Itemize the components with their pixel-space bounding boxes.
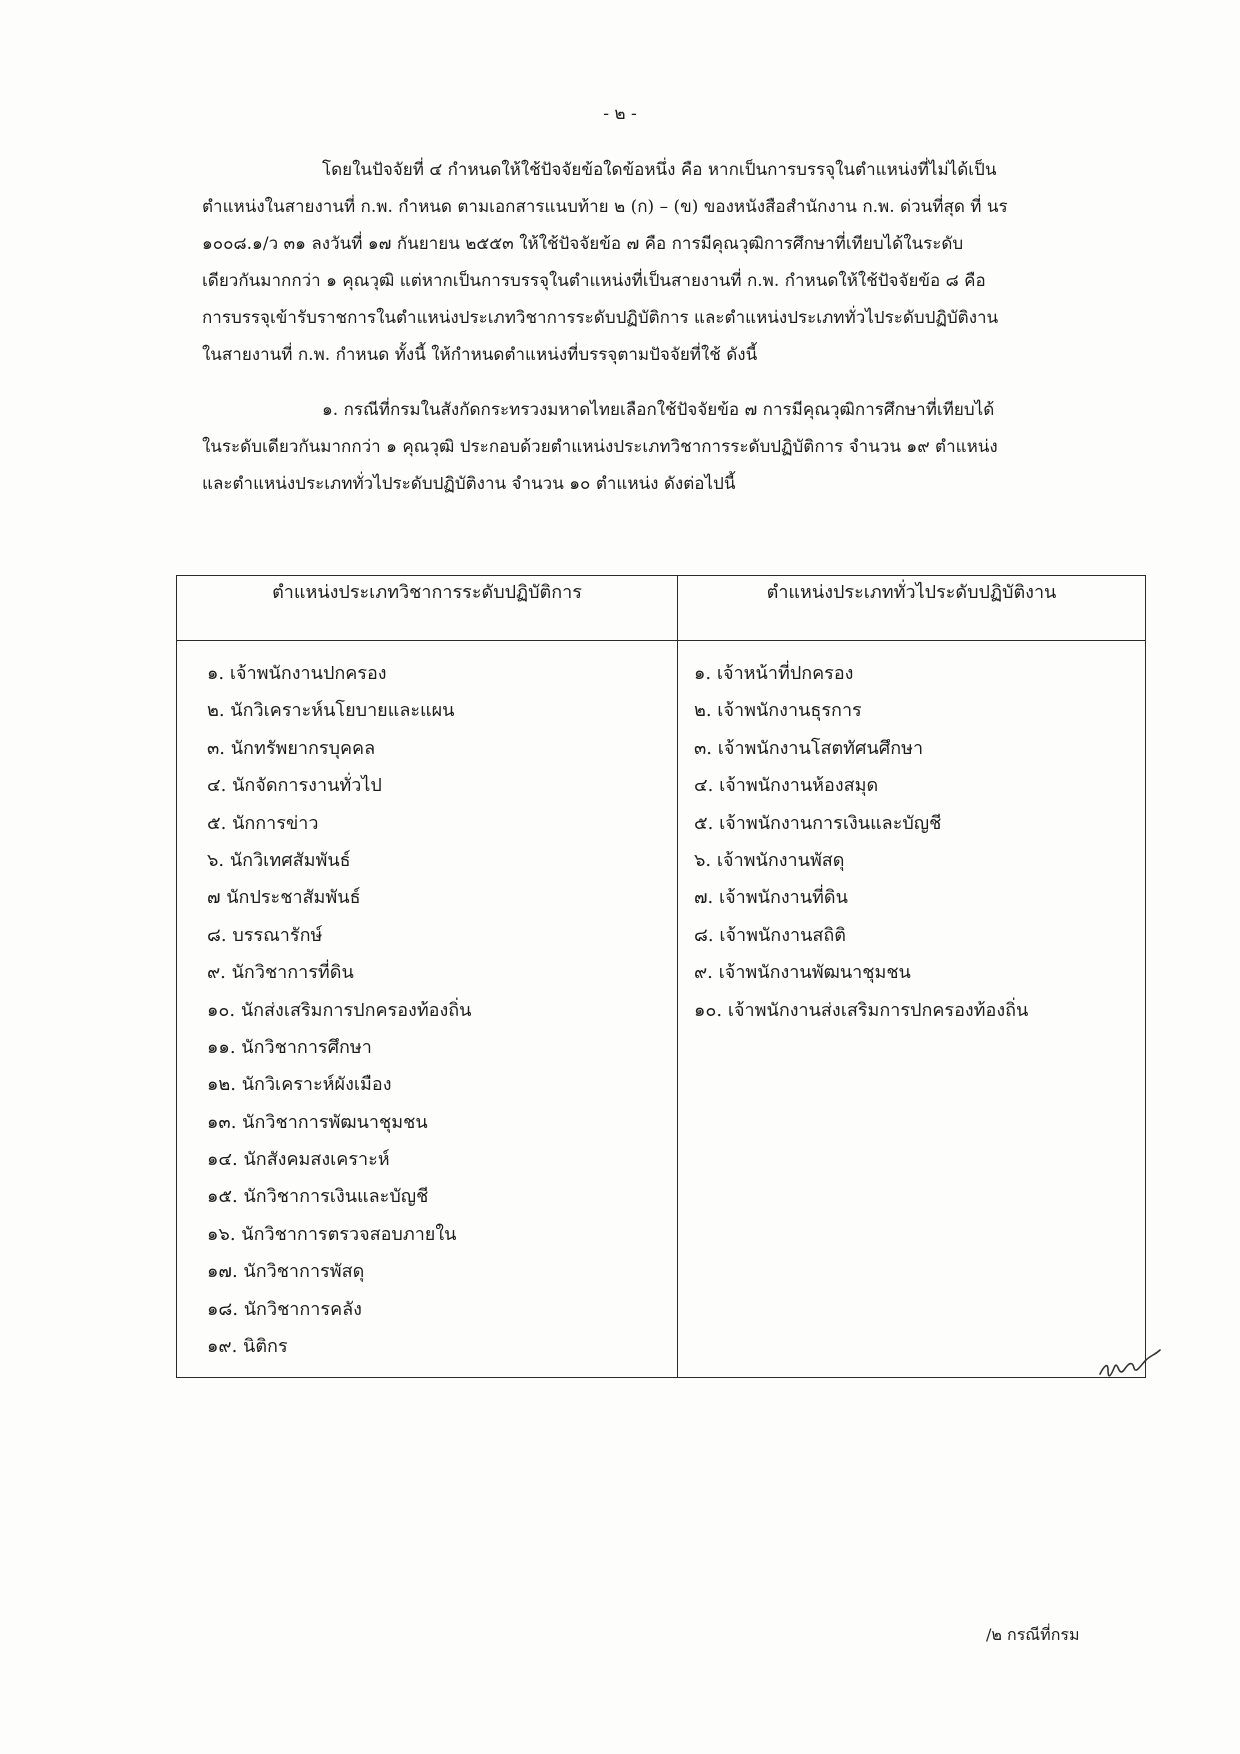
- positions-table: [176, 575, 1146, 1378]
- list-item: ๑๕. นักวิชาการเงินและบัญชี: [207, 1186, 429, 1208]
- general-positions-list: [678, 641, 1146, 1378]
- list-item: ๑๙. นิติกร: [207, 1336, 288, 1358]
- list-item: ๒. เจ้าพนักงานธุรการ: [694, 700, 862, 722]
- list-item: ๓. เจ้าพนักงานโสตทัศนศึกษา: [694, 737, 924, 759]
- list-item: ๑๘. นักวิชาการคลัง: [207, 1298, 362, 1320]
- list-item: ๔. นักจัดการงานทั่วไป: [207, 775, 382, 797]
- table-header-row: [177, 576, 1146, 641]
- intro-paragraph: [202, 152, 1166, 374]
- paragraph-line: ในสายงานที่ ก.พ. กำหนด ทั้งนี้ ให้กำหนดตำแหน่งที่บรรจุตามปัจจัยที่ใช้ ดังนี้: [202, 345, 758, 365]
- paragraph-line: เดียวกันมากกว่า ๑ คุณวุฒิ แต่หากเป็นการบรรจุในตำแหน่งที่เป็นสายงานที่ ก.พ. กำหนดให้ใช้ปัจจัยข้อ ๘ คือ: [202, 271, 986, 291]
- list-item: ๒. นักวิเคราะห์นโยบายและแผน: [207, 700, 455, 722]
- paragraph-line: ตำแหน่งในสายงานที่ ก.พ. กำหนด ตามเอกสารแนบท้าย ๒ (ก) – (ข) ของหนังสือสำนักงาน ก.พ. ด่วนที่สุด ที่ นร: [202, 197, 1008, 217]
- table-body-row: [177, 641, 1146, 1378]
- list-item: ๗. เจ้าพนักงานที่ดิน: [694, 887, 848, 909]
- list-item: ๑๐. นักส่งเสริมการปกครองท้องถิ่น: [207, 999, 472, 1021]
- list-item: ๙. เจ้าพนักงานพัฒนาชุมชน: [694, 962, 911, 984]
- academic-positions-list: [177, 641, 678, 1378]
- list-item: ๓. นักทรัพยากรบุคคล: [207, 737, 376, 759]
- general-column-header: ตำแหน่งประเภททั่วไประดับปฏิบัติงาน: [678, 576, 1146, 641]
- paragraph-line: ในระดับเดียวกันมากกว่า ๑ คุณวุฒิ ประกอบด้วยตำแหน่งประเภทวิชาการระดับปฏิบัติการ จำนวน ๑๙ ตำแหน่ง: [202, 437, 998, 457]
- paragraph-line: การบรรจุเข้ารับราชการในตำแหน่งประเภทวิชาการระดับปฏิบัติการ และตำแหน่งประเภททั่วไประดับปฏิบัติงาน: [202, 308, 999, 328]
- signature-mark: [1098, 1348, 1162, 1382]
- list-item: ๕. นักการข่าว: [207, 812, 319, 834]
- list-item: ๖. เจ้าพนักงานพัสดุ: [694, 849, 845, 871]
- list-item: ๗ นักประชาสัมพันธ์: [207, 887, 361, 909]
- list-item: ๖. นักวิเทศสัมพันธ์: [207, 849, 351, 871]
- case-1-paragraph: [202, 392, 1166, 503]
- list-item: ๑๔. นักสังคมสงเคราะห์: [207, 1149, 390, 1171]
- list-item: ๑๗. นักวิชาการพัสดุ: [207, 1261, 365, 1283]
- paragraph-line: ๑๐๐๘.๑/ว ๓๑ ลงวันที่ ๑๗ กันยายน ๒๕๕๓ ให้ใช้ปัจจัยข้อ ๗ คือ การมีคุณวุฒิการศึกษาที่เทียบได้ในระดับ: [202, 234, 964, 254]
- list-item: ๑๓. นักวิชาการพัฒนาชุมชน: [207, 1111, 428, 1133]
- list-item: ๑๐. เจ้าพนักงานส่งเสริมการปกครองท้องถิ่น: [694, 999, 1029, 1021]
- list-item: ๑๑. นักวิชาการศึกษา: [207, 1036, 372, 1058]
- list-item: ๔. เจ้าพนักงานห้องสมุด: [694, 775, 879, 797]
- paragraph-line: ๑. กรณีที่กรมในสังกัดกระทรวงมหาดไทยเลือกใช้ปัจจัยข้อ ๗ การมีคุณวุฒิการศึกษาที่เทียบได้: [322, 400, 995, 420]
- list-item: ๑. เจ้าหน้าที่ปกครอง: [694, 663, 854, 684]
- list-item: ๙. นักวิชาการที่ดิน: [207, 962, 354, 984]
- continuation-footer: /๒ กรณีที่กรม: [986, 1625, 1080, 1644]
- page-number: - ๒ -: [603, 104, 637, 124]
- list-item: ๑๖. นักวิชาการตรวจสอบภายใน: [207, 1223, 457, 1245]
- list-item: ๘. เจ้าพนักงานสถิติ: [694, 924, 846, 946]
- paragraph-line: โดยในปัจจัยที่ ๔ กำหนดให้ใช้ปัจจัยข้อใดข้อหนึ่ง คือ หากเป็นการบรรจุในตำแหน่งที่ไม่ได้เป็น: [322, 160, 997, 180]
- list-item: ๕. เจ้าพนักงานการเงินและบัญชี: [694, 812, 942, 834]
- academic-column-header: ตำแหน่งประเภทวิชาการระดับปฏิบัติการ: [177, 576, 678, 641]
- list-item: ๘. บรรณารักษ์: [207, 924, 323, 946]
- paragraph-line: และตำแหน่งประเภททั่วไประดับปฏิบัติงาน จำนวน ๑๐ ตำแหน่ง ดังต่อไปนี้: [202, 474, 736, 494]
- list-item: ๑๒. นักวิเคราะห์ผังเมือง: [207, 1074, 392, 1096]
- list-item: ๑. เจ้าพนักงานปกครอง: [207, 663, 387, 684]
